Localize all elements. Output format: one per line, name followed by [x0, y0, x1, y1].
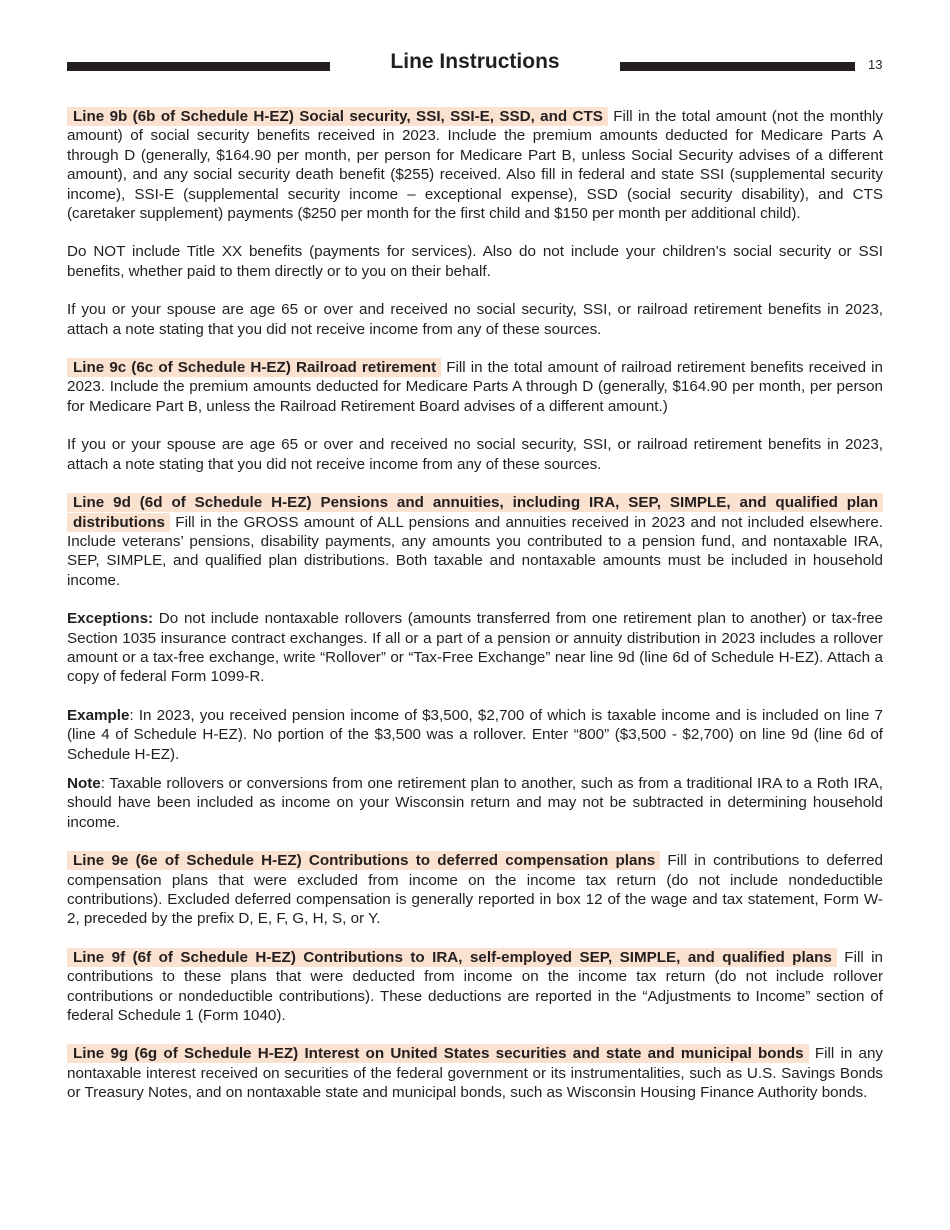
- example-text: : In 2023, you received pension income of $3,500, $2,700 of which is taxable income and is included on line 7 (line 4 of Schedule H-EZ). No portion of the $3,500 was a rollover. Enter “800” ($3,500 - $2,700) on line 9d (line 6d of Schedule H-EZ).: [67, 706, 883, 763]
- line-9c-paragraph: [67, 358, 883, 416]
- line-9e-text: Fill in contributions to deferred compensation plans that were excluded from income on the income tax return (do not include nondeductible contributions). Excluded deferred compensation is generally reported in box 12 of the wage and tax statement, Form W-2, preceded by the prefix D, E, F, G, H, S, or Y.: [67, 852, 884, 928]
- line-9d-example: [67, 706, 883, 764]
- line-9d-text: Fill in the GROSS amount of ALL pensions and annuities received in 2023 and not included elsewhere. Include veterans’ pensions, disability payments, any amounts you contributed to a pension fund, and nontaxable IRA, SEP, SIMPLE, and qualified plan distributions. Both taxable and nontaxable amounts must be included in household income.: [67, 513, 883, 589]
- line-9d-exceptions: [67, 609, 883, 687]
- example-label: Example: [67, 706, 130, 724]
- line-9b-text: Fill in the total amount (not the monthly amount) of social security benefits received in 2023. Include the premium amounts deducted for Medicare Parts A through D (generally, $164.90 per month, per person for Medicare Part B, unless Social Security advises of a different amount), and any social security death benefit ($255) received. Also fill in federal and state SSI (supplemental security income), SSI-E (supplemental security income – exceptional expense), SSD (social security disability), and CTS (caretaker supplement) payments ($250 per month for the first child and $150 per month per additional child).: [67, 108, 883, 223]
- line-9d-note: [67, 774, 883, 832]
- line-9d-heading: Line 9d (6d of Schedule H-EZ) Pensions and annuities, including IRA, SEP, SIMPLE, and qualified plan distributions: [67, 493, 883, 531]
- line-9c-text: Fill in the total amount of railroad retirement benefits received in 2023. Include the premium amounts deducted for Medicare Parts A through D (generally, $164.90 per month, per person for Medicare Part B, unless the Railroad Retirement Board advises of a different amount.): [67, 359, 883, 415]
- note-text: : Taxable rollovers or conversions from one retirement plan to another, such as from a traditional IRA to a Roth IRA, should have been included as income on your Wisconsin return and may not be subtracted in determining household income.: [67, 774, 883, 831]
- line-9g-text: Fill in any nontaxable interest received on securities of the federal government or its instrumentalities, such as U.S. Savings Bonds or Treasury Notes, and on nontaxable state and municipal bonds, such as Wisconsin Housing Finance Authority bonds.: [67, 1045, 883, 1102]
- header-rule-left: [67, 62, 330, 71]
- page-title: Line Instructions: [390, 50, 560, 73]
- line-9f-paragraph: [67, 948, 883, 1026]
- page-header: [0, 48, 950, 82]
- line-9b-exclusions: Do NOT include Title XX benefits (payments for services). Also do not include your children’s social security or SSI benefits, whether paid to them directly or to you on their behalf.: [67, 243, 883, 280]
- line-9f-text: Fill in contributions to these plans that were deducted from income on the income tax return (do not include rollover contributions or nondeductible contributions). These deductions are reported in the “Adjustments to Income” section of federal Schedule 1 (Form 1040).: [67, 948, 883, 1025]
- header-rule-right: [620, 62, 855, 71]
- page-number: 13: [868, 57, 883, 72]
- exceptions-label: Exceptions:: [67, 610, 154, 628]
- line-9f-heading: Line 9f (6f of Schedule H-EZ) Contributions to IRA, self-employed SEP, SIMPLE, and qualified plans: [67, 948, 837, 967]
- note-label: Note: [67, 774, 101, 792]
- line-9g-heading: Line 9g (6g of Schedule H-EZ) Interest on United States securities and state and municipal bonds: [67, 1044, 809, 1063]
- line-9d-paragraph: [67, 493, 883, 590]
- line-9b-heading: Line 9b (6b of Schedule H-EZ) Social security, SSI, SSI-E, SSD, and CTS: [67, 107, 608, 126]
- exceptions-text: Do not include nontaxable rollovers (amounts transferred from one retirement plan to another) or tax-free Section 1035 insurance contract exchanges. If all or a part of a pension or annuity distribution in 2023 includes a rollover amount or a tax-free exchange, write “Rollover” or “Tax-Free Exchange” near line 9d (line 6d of Schedule H-EZ). Attach a copy of federal Form 1099-R.: [67, 610, 883, 686]
- line-9e-paragraph: [67, 851, 883, 929]
- line-9b-age-note: If you or your spouse are age 65 or over and received no social security, SSI, or railroad retirement benefits in 2023, attach a note stating that you did not receive income from any of these sources.: [67, 301, 883, 338]
- line-9b-paragraph: [67, 107, 883, 223]
- line-9e-heading: Line 9e (6e of Schedule H-EZ) Contributions to deferred compensation plans: [67, 851, 660, 870]
- line-9c-heading: Line 9c (6c of Schedule H-EZ) Railroad retirement: [67, 358, 441, 377]
- instructions-body: [67, 107, 883, 1122]
- line-9c-age-note: If you or your spouse are age 65 or over and received no social security, SSI, or railroad retirement benefits in 2023, attach a note stating that you did not receive income from any of these sources.: [67, 436, 883, 473]
- line-9g-paragraph: [67, 1044, 883, 1102]
